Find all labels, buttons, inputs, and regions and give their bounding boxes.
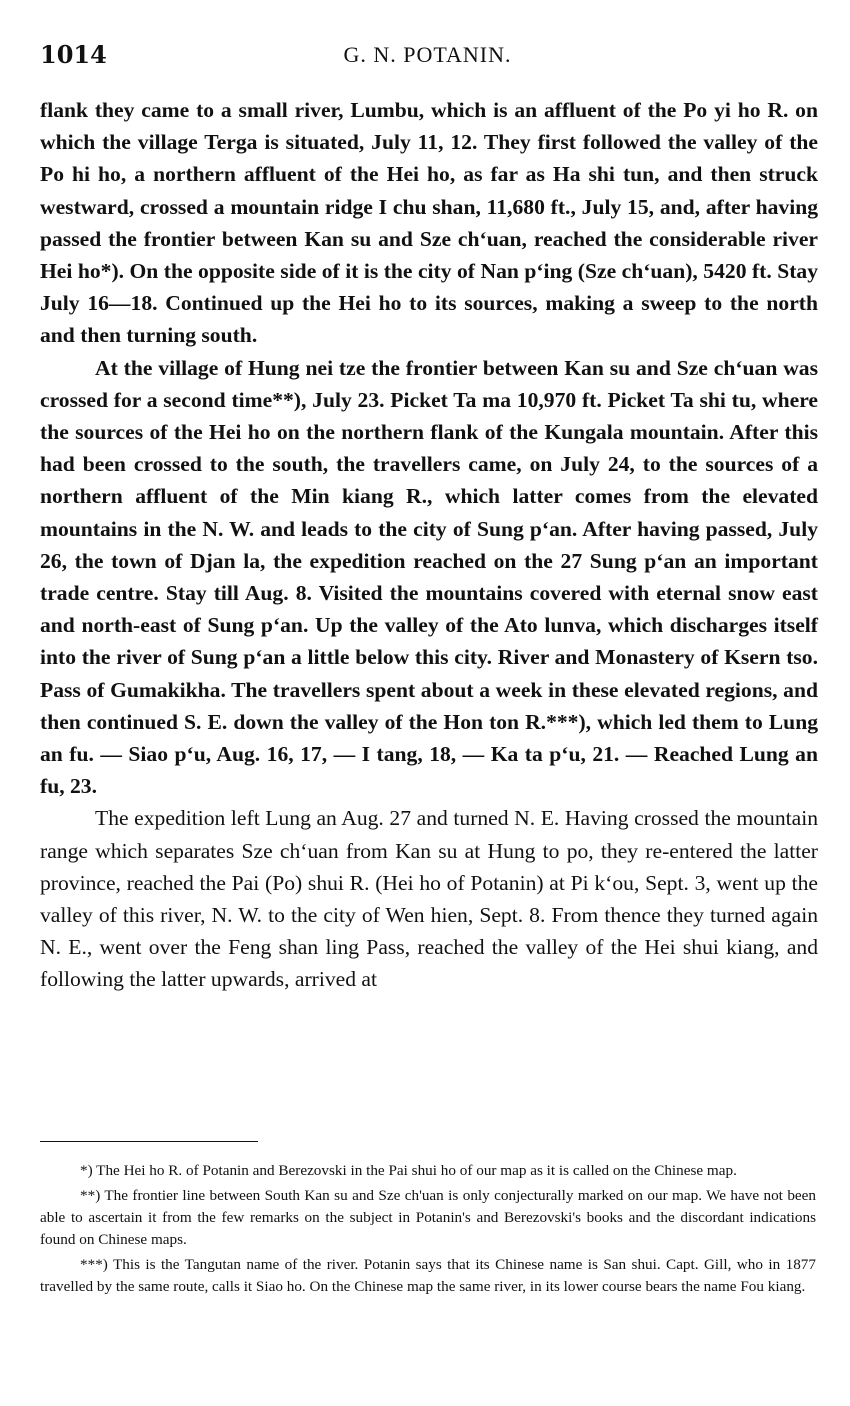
running-title: G. N. POTANIN. bbox=[343, 42, 512, 67]
body-text bbox=[40, 94, 818, 996]
page-number: 1014 bbox=[40, 40, 107, 69]
footnote: **) The frontier line between South Kan su and Sze ch'uan is only conjecturally marked on our map. We have not been able to ascertain it from the few remarks on the subject in Potanin's and Berezovski's books and the discordant indications found on Chinese maps. bbox=[40, 1186, 816, 1249]
paragraph: The expedition left Lung an Aug. 27 and turned N. E. Having crossed the mountain range which separates Sze chʻuan from Kan su at Hung to po, they re-entered the latter province, reached the Pai (Po) shui R. (Hei ho of Potanin) at Pi kʻou, Sept. 3, went up the valley of this river, N. W. to the city of Wen hien, Sept. 8. From thence they turned again N. E., went over the Feng shan ling Pass, reached the valley of the Hei shui kiang, and following the latter upwards, arrived at bbox=[40, 806, 818, 992]
footnote: *) The Hei ho R. of Potanin and Berezovski in the Pai shui ho of our map as it is called on the Chinese map. bbox=[80, 1162, 737, 1179]
paragraph: flank they came to a small river, Lumbu, which is an affluent of the Po yi ho R. on which the village Terga is situated, July 11, 12. They first followed the valley of the Po hi ho, a northern affluent of the Hei ho, as far as Ha shi tun, and then struck westward, crossed a mountain ridge I chu shan, 11,680 ft., July 15, and, after having passed the frontier between Kan su and Sze chʻuan, reached the considerable river Hei ho*). On the opposite side of it is the city of Nan pʻing (Sze chʻuan), 5420 ft. Stay July 16—18. Continued up the Hei ho to its sources, making a sweep to the north and then turning south. bbox=[40, 98, 818, 348]
footnotes bbox=[40, 1160, 816, 1301]
footnote: ***) This is the Tangutan name of the river. Potanin says that its Chinese name is San shui. Capt. Gill, who in 1877 travelled by the same route, calls it Siao ho. On the Chinese map the same river, in its lower course bears the name Fou kiang. bbox=[40, 1256, 816, 1296]
paragraph: At the village of Hung nei tze the frontier between Kan su and Sze chʻuan was crossed for a second time**), July 23. Picket Ta ma 10,970 ft. Picket Ta shi tu, where the sources of the Hei ho on the northern flank of the Kungala mountain. After this had been crossed to the south, the travellers came, on July 24, to the sources of a northern affluent of the Min kiang R., which latter comes from the elevated mountains in the N. W. and leads to the city of Sung pʻan. After having passed, July 26, the town of Djan la, the expedition reached on the 27 Sung pʻan an important trade centre. Stay till Aug. 8. Visited the mountains covered with eternal snow east and north-east of Sung pʻan. Up the valley of the Ato lunva, which discharges itself into the river of Sung pʻan a little below this city. River and Monastery of Ksern tso. Pass of Gumakikha. The travellers spent about a week in these elevated regions, and then continued S. E. down the valley of the Hon ton R.***), which led them to Lung an fu. — Siao pʻu, Aug. 16, 17, — I tang, 18, — Ka ta pʻu, 21. — Reached Lung an fu, 23. bbox=[40, 355, 818, 799]
footnote-divider bbox=[40, 1141, 258, 1142]
page-header bbox=[40, 40, 815, 80]
